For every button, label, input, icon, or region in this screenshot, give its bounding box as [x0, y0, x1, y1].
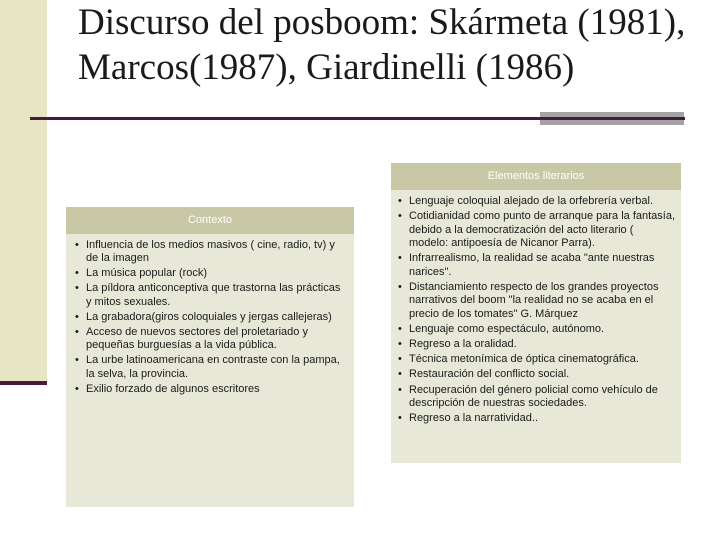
list-item: • Exilio forzado de algunos escritores	[72, 383, 346, 396]
decorative-left-bar-edge	[0, 381, 47, 385]
list-item: • Restauración del conflicto social.	[395, 368, 675, 381]
contexto-header: Contexto	[66, 207, 354, 234]
list-item: • Lenguaje coloquial alejado de la orfebrería verbal.	[395, 195, 675, 208]
list-item: • Infrarrealismo, la realidad se acaba "ante nuestras narices".	[395, 252, 675, 279]
contexto-list	[66, 234, 354, 396]
list-item: • Regreso a la narratividad..	[395, 412, 675, 425]
list-item: • Acceso de nuevos sectores del proletariado y pequeñas burguesías a la vida pública.	[72, 326, 346, 353]
list-item: • Distanciamiento respecto de los grandes proyectos narrativos del boom "la realidad no se acaba en el precio de los tomates" G. Márquez	[395, 281, 675, 321]
title-divider	[30, 117, 685, 120]
slide-title: Discurso del posboom: Skármeta (1981), Marcos(1987), Giardinelli (1986)	[78, 2, 686, 88]
elementos-header: Elementos literarios	[391, 163, 681, 190]
elementos-panel	[391, 163, 681, 463]
list-item: • La urbe latinoamericana en contraste con la pampa, la selva, la provincia.	[72, 354, 346, 381]
list-item: • La música popular (rock)	[72, 267, 346, 280]
decorative-left-bar	[0, 0, 47, 384]
list-item: • Lenguaje como espectáculo, autónomo.	[395, 323, 675, 336]
list-item: • Regreso a la oralidad.	[395, 338, 675, 351]
list-item: • Técnica metonímica de óptica cinematográfica.	[395, 353, 675, 366]
list-item: • Recuperación del género policial como vehículo de descripción de nuestras sociedades.	[395, 384, 675, 411]
list-item: • La píldora anticonceptiva que trastorna las prácticas y mitos sexuales.	[72, 282, 346, 309]
list-item: • Influencia de los medios masivos ( cine, radio, tv) y de la imagen	[72, 239, 346, 266]
contexto-panel	[66, 207, 354, 507]
list-item: • La grabadora(giros coloquiales y jergas callejeras)	[72, 311, 346, 324]
elementos-list	[391, 190, 681, 426]
list-item: • Cotidianidad como punto de arranque para la fantasía, debido a la democratización del acto literario ( modelo: antipoesía de Nicanor Parra).	[395, 210, 675, 250]
